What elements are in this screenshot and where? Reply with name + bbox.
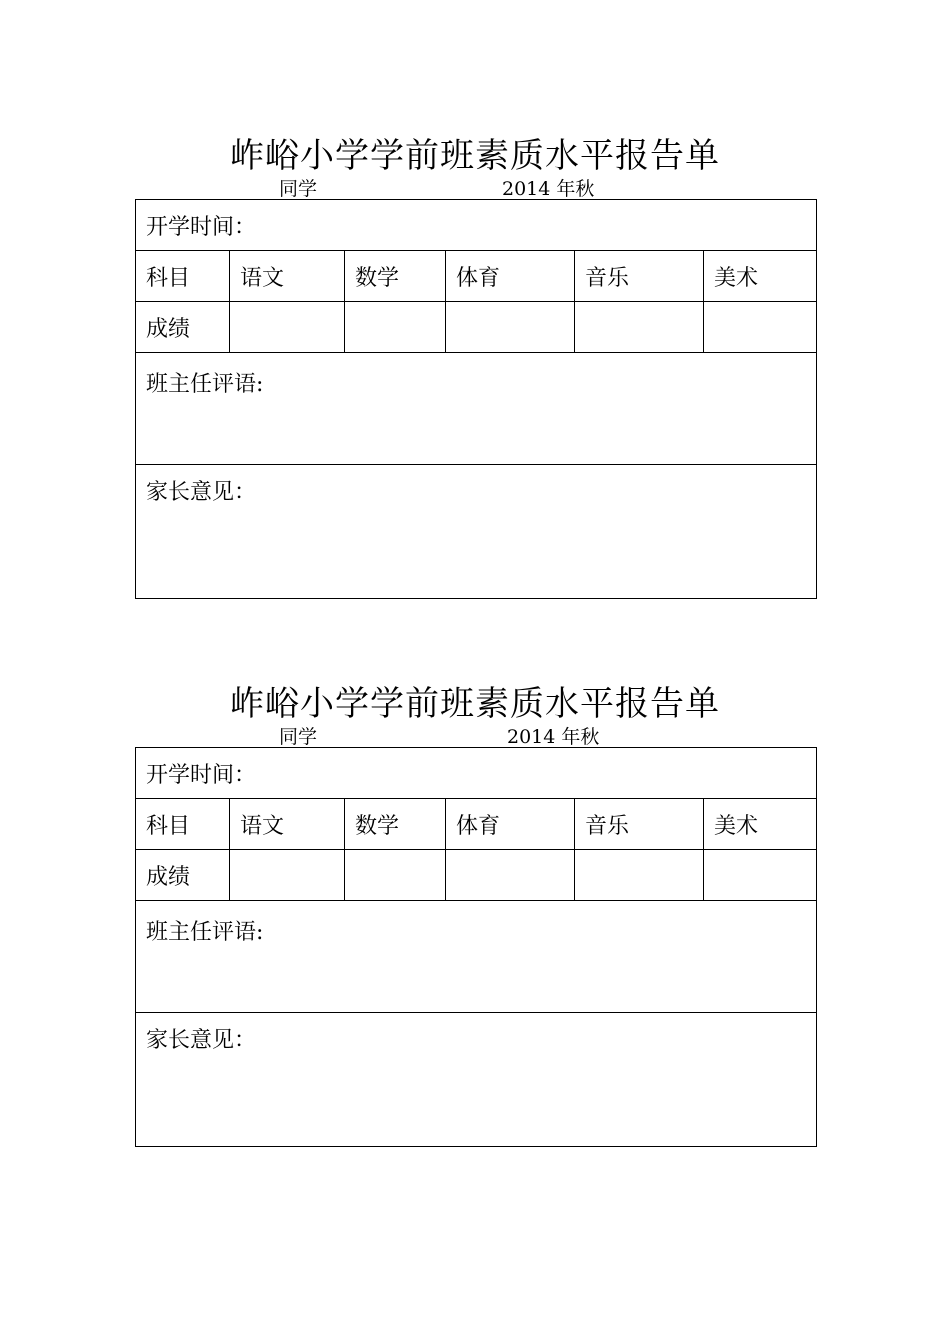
parent-opinion-label: 家长意见： bbox=[146, 480, 257, 505]
form-title: 岞峪小学学前班素质水平报告单 bbox=[230, 684, 720, 724]
teacher-comment-cell[interactable] bbox=[136, 901, 817, 1013]
term-label: 2014 年秋 bbox=[507, 726, 600, 748]
teacher-comment-label: 班主任评语: bbox=[146, 372, 264, 397]
subject-art: 美术 bbox=[704, 251, 817, 302]
subject-music: 音乐 bbox=[575, 799, 704, 850]
form-title: 岞峪小学学前班素质水平报告单 bbox=[230, 136, 720, 176]
subject-art: 美术 bbox=[704, 799, 817, 850]
term-label: 2014 年秋 bbox=[502, 178, 595, 200]
score-cell-art[interactable] bbox=[704, 302, 817, 353]
start-date-cell[interactable] bbox=[136, 748, 817, 799]
subject-chinese: 语文 bbox=[230, 251, 345, 302]
report-table bbox=[135, 199, 817, 599]
report-table bbox=[135, 747, 817, 1147]
subject-math: 数学 bbox=[345, 251, 446, 302]
parent-opinion-cell[interactable] bbox=[136, 465, 817, 599]
teacher-comment-cell[interactable] bbox=[136, 353, 817, 465]
start-date-label: 开学时间： bbox=[146, 214, 257, 240]
subject-math: 数学 bbox=[345, 799, 446, 850]
teacher-comment-label: 班主任评语: bbox=[146, 920, 264, 945]
score-cell-pe[interactable] bbox=[446, 850, 575, 901]
score-label: 成绩 bbox=[136, 850, 230, 901]
start-date-label: 开学时间： bbox=[146, 762, 257, 788]
score-cell-art[interactable] bbox=[704, 850, 817, 901]
parent-opinion-label: 家长意见： bbox=[146, 1028, 257, 1053]
parent-opinion-cell[interactable] bbox=[136, 1013, 817, 1147]
subject-chinese: 语文 bbox=[230, 799, 345, 850]
score-cell-chinese[interactable] bbox=[230, 302, 345, 353]
student-label: 同学 bbox=[279, 178, 318, 200]
subject-music: 音乐 bbox=[575, 251, 704, 302]
student-label: 同学 bbox=[279, 726, 318, 748]
score-cell-math[interactable] bbox=[345, 302, 446, 353]
subject-pe: 体育 bbox=[446, 251, 575, 302]
score-cell-pe[interactable] bbox=[446, 302, 575, 353]
subject-pe: 体育 bbox=[446, 799, 575, 850]
score-cell-math[interactable] bbox=[345, 850, 446, 901]
score-cell-music[interactable] bbox=[575, 850, 704, 901]
score-label: 成绩 bbox=[136, 302, 230, 353]
start-date-cell[interactable] bbox=[136, 200, 817, 251]
subject-header: 科目 bbox=[136, 251, 230, 302]
score-cell-music[interactable] bbox=[575, 302, 704, 353]
score-cell-chinese[interactable] bbox=[230, 850, 345, 901]
subject-header: 科目 bbox=[136, 799, 230, 850]
